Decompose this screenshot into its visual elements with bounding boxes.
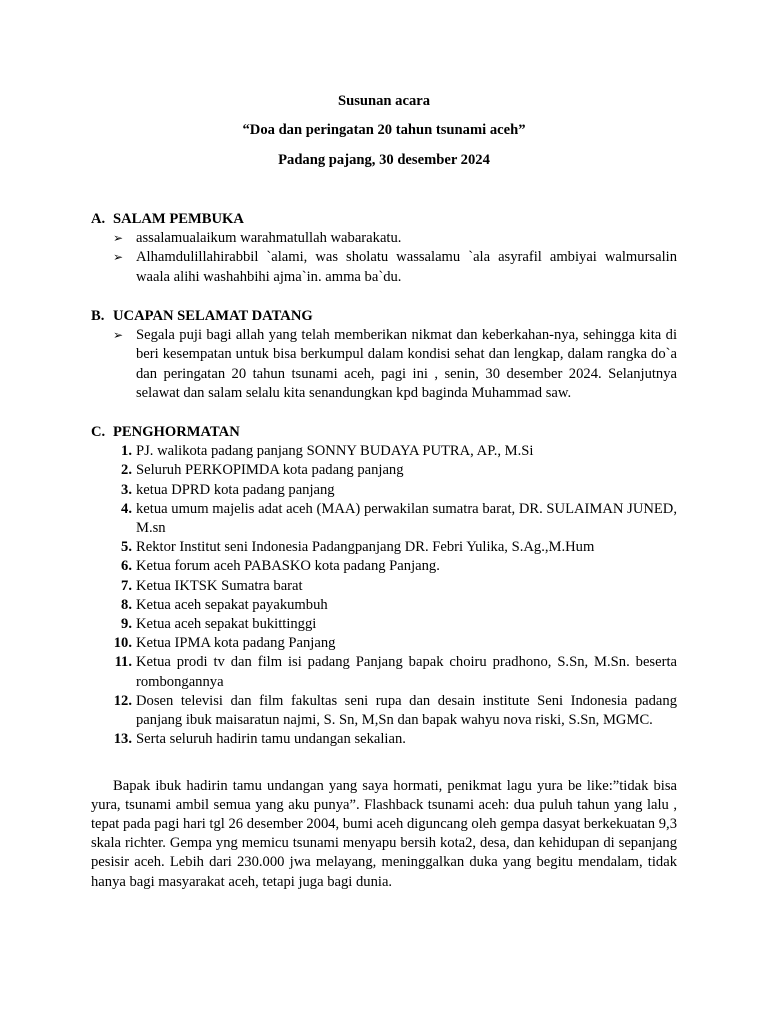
item-number: 5. — [121, 539, 132, 556]
arrow-bullet-icon: ➢ — [113, 250, 124, 265]
section-title: PENGHORMATAN — [113, 424, 240, 440]
list-item — [91, 326, 677, 403]
list-item-text: Ketua aceh sepakat payakumbuh — [136, 596, 328, 613]
list-item — [91, 229, 677, 248]
section-penghormatan — [91, 423, 677, 749]
list-item — [91, 481, 677, 500]
list-item — [91, 653, 677, 691]
list-item-text: Ketua IPMA kota padang Panjang — [136, 635, 336, 652]
item-number: 12. — [113, 692, 132, 709]
list-item-text: ketua DPRD kota padang panjang — [136, 481, 335, 498]
list-item — [91, 248, 677, 286]
list-item — [91, 500, 677, 538]
section-salam-pembuka — [91, 210, 677, 287]
item-number: 4. — [121, 500, 132, 517]
item-number: 9. — [121, 616, 132, 633]
list-item-text: ketua umum majelis adat aceh (MAA) perwakilan sumatra barat, DR. SULAIMAN JUNED, M.sn — [136, 500, 677, 537]
list-item-text: Alhamdulillahirabbil `alami, was sholatu wassalamu `ala asyrafil ambiyai walmursalin waala alihi washahbihi ajma`in. amma ba`du. — [136, 249, 677, 285]
list-item-text: Segala puji bagi allah yang telah memberikan nikmat dan keberkahan-nya, sehingga kita di beri kesempatan untuk bisa berkumpul dalam kondisi sehat dan lengkap, dalam rangka do`a dan peringatan 20 tahun tsunami aceh, pagi ini , senin, 30 desember 2024. Selanjutnya selawat dan salam selalu kita senandungkan kpd baginda Muhammad saw. — [136, 327, 677, 401]
item-number: 2. — [121, 462, 132, 479]
section-heading — [91, 423, 677, 442]
list-item — [91, 442, 677, 461]
section-ucapan-selamat-datang — [91, 307, 677, 403]
item-number: 1. — [121, 443, 132, 460]
list-item — [91, 538, 677, 557]
item-number: 8. — [121, 596, 132, 613]
bullet-list — [91, 229, 677, 287]
arrow-bullet-icon: ➢ — [113, 328, 124, 343]
list-item-text: Seluruh PERKOPIMDA kota padang panjang — [136, 462, 404, 479]
list-item-text: Dosen televisi dan film fakultas seni rupa dan desain institute Seni Indonesia padang panjang ibuk maisaratun najmi, S. Sn, M,Sn dan bapak wahyu nova riski, S.Sn, MGMC. — [136, 692, 677, 729]
item-number: 3. — [121, 481, 132, 498]
list-item — [91, 577, 677, 596]
section-letter: C. — [91, 424, 106, 440]
document-title: Susunan acara — [337, 93, 431, 109]
list-item-text: Serta seluruh hadirin tamu undangan sekalian. — [136, 731, 406, 748]
list-item — [91, 730, 677, 749]
document-subtitle: “Doa dan peringatan 20 tahun tsunami aceh” — [242, 122, 526, 138]
section-letter: B. — [91, 308, 105, 324]
list-item — [91, 615, 677, 634]
item-number: 13. — [113, 731, 132, 748]
list-item-text: Ketua prodi tv dan film isi padang Panjang bapak choiru pradhono, S.Sn, M.Sn. beserta rombongannya — [136, 654, 677, 690]
numbered-list — [91, 442, 677, 749]
section-title: UCAPAN SELAMAT DATANG — [113, 308, 313, 324]
closing-paragraph: Bapak ibuk hadirin tamu undangan yang saya hormati, penikmat lagu yura be like:”tidak bisa yura, tsunami ambil semua yang aku punya”. Flashback tsunami aceh: dua puluh tahun yang lalu , tepat pada pagi hari tgl 26 desember 2004, bumi aceh diguncang oleh gempa dasyat berkekuatan 9,3 skala richter. Gempa yng memicu tsunami menyapu bersih kota2, desa, dan kehidupan di sepanjang pesisir aceh. Lebih dari 230.000 jwa melayang, meninggalkan duka yang begitu mendalam, tidak hanya bagi masyarakat aceh, tetapi juga bagi dunia. — [91, 777, 677, 890]
list-item — [91, 634, 677, 653]
list-item-text: Rektor Institut seni Indonesia Padangpanjang DR. Febri Yulika, S.Ag.,M.Hum — [136, 539, 595, 556]
item-number: 6. — [121, 558, 132, 575]
section-title: SALAM PEMBUKA — [113, 211, 244, 227]
list-item — [91, 557, 677, 576]
list-item — [91, 692, 677, 730]
item-number: 10. — [113, 635, 132, 652]
list-item — [91, 461, 677, 480]
item-number: 7. — [121, 577, 132, 594]
item-number: 11. — [114, 654, 132, 671]
section-heading — [91, 307, 677, 326]
list-item-text: assalamualaikum warahmatullah wabarakatu. — [136, 230, 402, 247]
arrow-bullet-icon: ➢ — [113, 231, 124, 246]
list-item-text: Ketua forum aceh PABASKO kota padang Panjang. — [136, 558, 440, 575]
document-place-date: Padang pajang, 30 desember 2024 — [278, 152, 490, 168]
list-item-text: Ketua IKTSK Sumatra barat — [136, 577, 303, 594]
bullet-list — [91, 326, 677, 403]
list-item-text: PJ. walikota padang panjang SONNY BUDAYA PUTRA, AP., M.Si — [136, 443, 534, 460]
list-item-text: Ketua aceh sepakat bukittinggi — [136, 616, 317, 633]
list-item — [91, 596, 677, 615]
section-letter: A. — [91, 211, 106, 227]
section-heading — [91, 210, 677, 229]
